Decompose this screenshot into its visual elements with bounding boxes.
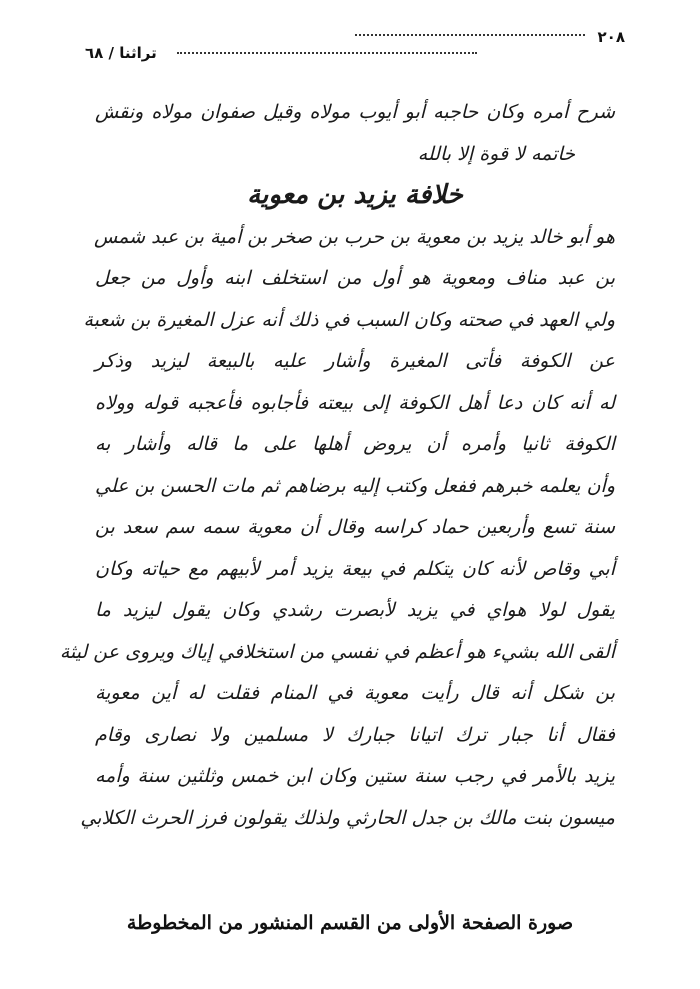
manuscript-line: سنة تسع وأربعين حماد كراسه وقال أن معوية سمه سم سعد بن: [95, 516, 615, 538]
manuscript-line: ألقى الله بشيء هو أعظم في نفسي من استخلافي إياك ويروى عن ليثة: [59, 640, 615, 663]
running-header: [85, 28, 625, 68]
manuscript-line: يقول لولا هواي في يزيد لأبصرت رشدي وكان يقول ليزيد ما: [95, 599, 615, 621]
page-number: ٢٠٨: [597, 28, 625, 46]
manuscript-line: وأن يعلمه خبرهم ففعل وكتب إليه برضاهم ثم مات الحسن بن علي: [95, 474, 615, 497]
figure-caption: صورة الصفحة الأولى من القسم المنشور من المخطوطة: [126, 912, 574, 934]
manuscript-line: ميسون بنت مالك بن جدل الحارثي ولذلك يقولون فرز الحرث الكلابي: [80, 806, 615, 829]
manuscript-line: بن شكل أنه قال رأيت معوية في المنام فقلت له أين معوية: [95, 682, 615, 704]
manuscript-line: شرح أمره وكان حاجبه أبو أيوب مولاه وقيل صفوان مولاه ونقش: [95, 101, 615, 123]
manuscript-line: بن عبد مناف ومعوية هو أول من استخلف ابنه وأول من جعل: [95, 267, 615, 289]
manuscript-image: [59, 92, 615, 839]
dot-leader: [177, 52, 477, 54]
manuscript-line: عن الكوفة فأتى المغيرة وأشار عليه بالبيعة ليزيد وذكر: [95, 350, 615, 372]
journal-title: تراثنا / ٦٨: [85, 44, 157, 62]
manuscript-line: الكوفة ثانيا وأمره أن يروض أهلها على ما قاله وأشار به: [95, 433, 615, 455]
manuscript-line: له أنه كان دعا أهل الكوفة إلى بيعته فأجابوه فأعجبه قوله وولاه: [95, 391, 615, 414]
manuscript-line: يزيد بالأمر في رجب سنة ستين وكان ابن خمس وثلثين سنة وأمه: [95, 765, 615, 787]
dot-leader: [355, 34, 585, 36]
manuscript-line: فقال أنا جبار ترك اتيانا جبارك لا مسلمين ولا نصارى وقام: [95, 723, 615, 746]
manuscript-line: هو أبو خالد يزيد بن معوية بن حرب بن صخر بن أمية بن عبد شمس: [93, 225, 615, 248]
manuscript-line: ولي العهد في صحته وكان السبب في ذلك أنه عزل المغيرة بن شعبة: [83, 308, 615, 331]
manuscript-heading: خلافة يزيد بن معوية: [247, 180, 463, 210]
manuscript-line: أبي وقاص لأنه كان يتكلم في بيعة يزيد أمر لأبيهم مع حياته وكان: [95, 557, 615, 580]
manuscript-line: خاتمه لا قوة إلا بالله: [417, 142, 575, 165]
